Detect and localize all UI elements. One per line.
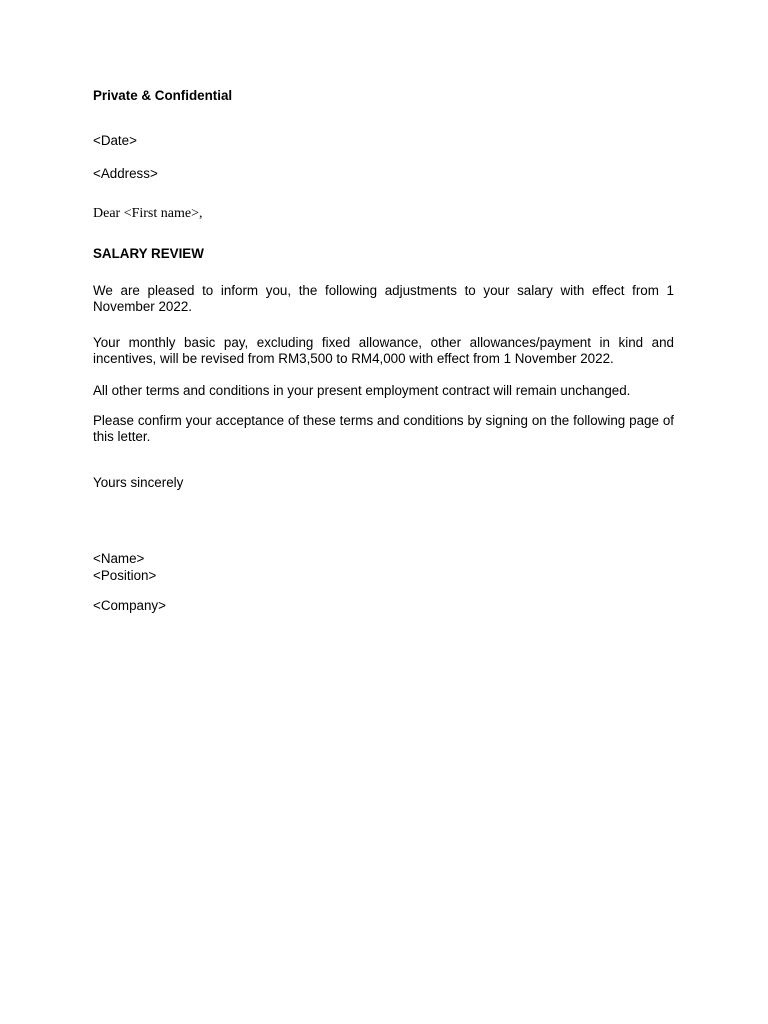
date-placeholder: <Date>: [93, 133, 137, 148]
paragraph-terms-unchanged: All other terms and conditions in your present employment contract will remain unchanged.: [93, 383, 631, 398]
paragraph-adjustment-notice: We are pleased to inform you, the following adjustments to your salary with effect from 1 November 2022.: [93, 283, 674, 314]
signatory-name: <Name>: [93, 551, 145, 566]
paragraph-pay-revision: Your monthly basic pay, excluding fixed allowance, other allowances/payment in kind and incentives, will be revised from RM3,500 to RM4,000 with effect from 1 November 2022.: [93, 335, 674, 366]
salutation: Dear <First name>,: [93, 206, 203, 221]
address-placeholder: <Address>: [93, 166, 158, 181]
signatory-position: <Position>: [93, 568, 157, 583]
confidentiality-header: Private & Confidential: [93, 88, 233, 103]
signatory-company: <Company>: [93, 598, 166, 613]
paragraph-confirm-acceptance: Please confirm your acceptance of these terms and conditions by signing on the following page of this letter.: [93, 413, 674, 444]
subject-heading: SALARY REVIEW: [93, 246, 204, 261]
closing: Yours sincerely: [93, 475, 184, 490]
